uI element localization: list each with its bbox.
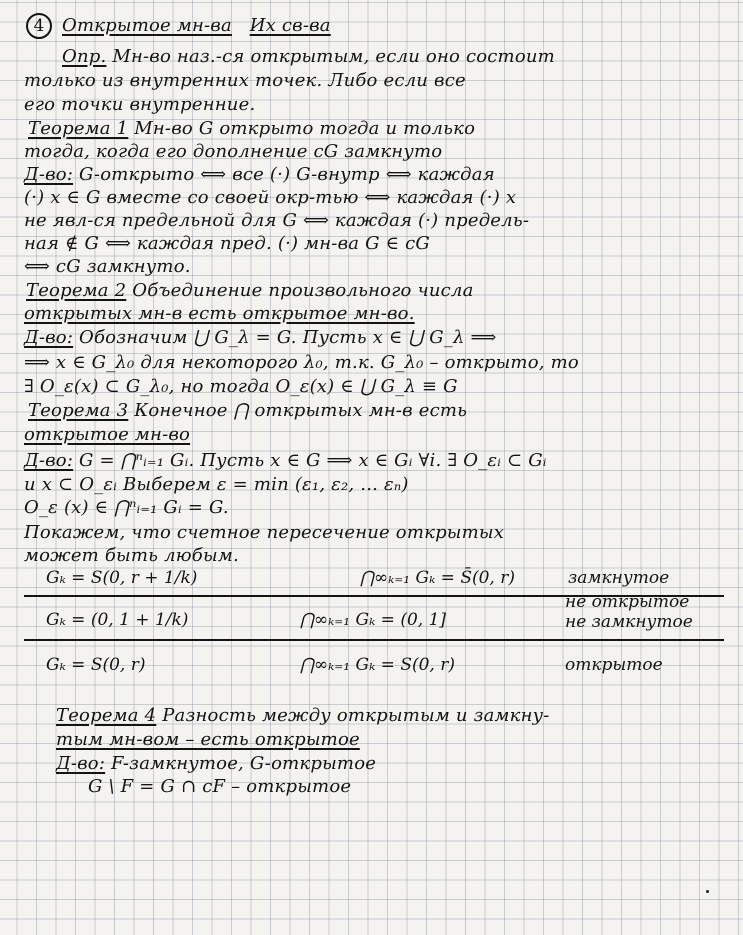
theorem4-line-3: Д-во: F-замкнутое, G-открытое bbox=[56, 753, 377, 774]
theorem2-line-5: ∃ O_ε(x) ⊂ G_λ₀, но тогда O_ε(x) ∈ ⋃ G_λ ≡ G bbox=[24, 376, 458, 397]
section-number: 4 bbox=[26, 13, 52, 39]
theorem3-line-2: открытое мн-во bbox=[24, 424, 191, 445]
theorem4-proof-label: Д-во: bbox=[56, 753, 106, 774]
theorem2-line-1: Теорема 2 Объединение произвольного числа bbox=[26, 280, 474, 301]
theorem4-label: Теорема 4 bbox=[56, 705, 157, 726]
theorem3-line-3: Д-во: G = ⋂ⁿᵢ₌₁ Gᵢ. Пусть x ∈ G ⟹ x ∈ Gᵢ ∀i. ∃ O_εᵢ ⊂ Gᵢ bbox=[24, 450, 547, 471]
table-row-1-left: Gₖ = S(0, r + 1/k) bbox=[46, 568, 198, 588]
definition-label: Опр. bbox=[62, 46, 107, 67]
theorem1-line-5: не явл-ся предельной для G ⟺ каждая (·) предель- bbox=[24, 210, 530, 231]
theorem3-label: Теорема 3 bbox=[28, 400, 129, 421]
definition-line-1: Опр. Мн-во наз.-ся открытым, если оно состоит bbox=[62, 46, 555, 67]
theorem2-line-3: Д-во: Обозначим ⋃ G_λ = G. Пусть x ∈ ⋃ G_λ ⟹ bbox=[24, 327, 497, 348]
theorem1-line-2: тогда, когда его дополнение cG замкнуто bbox=[24, 141, 443, 162]
theorem2-label: Теорема 2 bbox=[26, 280, 127, 301]
pen-dot bbox=[706, 890, 709, 893]
theorem2-proof-label: Д-во: bbox=[24, 327, 74, 348]
table-row-2-right-2: не замкнутое bbox=[565, 612, 693, 632]
table-row-3-right: открытое bbox=[565, 655, 663, 675]
theorem3-line-5: O_ε (x) ∈ ⋂ⁿᵢ₌₁ Gᵢ = G. bbox=[24, 497, 229, 518]
definition-line-2: только из внутренних точек. Либо если все bbox=[24, 70, 466, 91]
heading bbox=[26, 13, 331, 39]
theorem4-line-2: тым мн-вом – есть открытое bbox=[56, 729, 360, 750]
heading-subtitle: Их св-ва bbox=[249, 15, 331, 36]
theorem4-line-1: Теорема 4 Разность между открытым и замкну- bbox=[56, 705, 550, 726]
table-row-2-right-1: не открытое bbox=[565, 592, 690, 612]
theorem2-line-2: открытых мн-в есть открытое мн-во. bbox=[24, 303, 415, 324]
theorem3-line-1: Теорема 3 Конечное ⋂ открытых мн-в есть bbox=[28, 400, 468, 421]
table-row-2-mid: ⋂∞ₖ₌₁ Gₖ = (0, 1] bbox=[300, 610, 447, 630]
theorem2-line-4: ⟹ x ∈ G_λ₀ для некоторого λ₀, т.к. G_λ₀ – открыто, то bbox=[24, 352, 579, 373]
theorem1-proof-label: Д-во: bbox=[24, 164, 74, 185]
theorem1-line-6: ная ∉ G ⟺ каждая пред. (·) мн-ва G ∈ cG bbox=[24, 233, 430, 254]
theorem1-line-3: Д-во: G-открыто ⟺ все (·) G-внутр ⟺ каждая bbox=[24, 164, 495, 185]
table-row-3-mid: ⋂∞ₖ₌₁ Gₖ = S(0, r) bbox=[300, 655, 455, 675]
theorem1-label: Теорема 1 bbox=[28, 118, 129, 139]
table-row-3-left: Gₖ = S(0, r) bbox=[46, 655, 146, 675]
heading-title: Открытое мн-ва bbox=[62, 15, 232, 36]
theorem1-line-4: (·) x ∈ G вместе со своей окр-тью ⟺ каждая (·) x bbox=[24, 187, 517, 208]
table-row-1-right: замкнутое bbox=[568, 568, 670, 588]
table-row-2-left: Gₖ = (0, 1 + 1/k) bbox=[46, 610, 189, 630]
theorem1-line-1: Теорема 1 Мн-во G открыто тогда и только bbox=[28, 118, 476, 139]
theorem3-line-6: Покажем, что счетное пересечение открытых bbox=[24, 522, 505, 543]
theorem3-proof-label: Д-во: bbox=[24, 450, 74, 471]
table-row-1-mid: ⋂∞ₖ₌₁ Gₖ = S̄(0, r) bbox=[360, 568, 515, 588]
table-divider-2 bbox=[24, 639, 724, 641]
theorem1-line-7: ⟺ cG замкнуто. bbox=[24, 256, 191, 277]
definition-line-3: его точки внутренние. bbox=[24, 94, 256, 115]
theorem4-line-4: G \ F = G ∩ cF – открытое bbox=[88, 776, 352, 797]
theorem3-line-4: и x ⊂ O_εᵢ Выберем ε = min (ε₁, ε₂, ... εₙ) bbox=[24, 474, 409, 495]
theorem3-line-7: может быть любым. bbox=[24, 545, 239, 566]
